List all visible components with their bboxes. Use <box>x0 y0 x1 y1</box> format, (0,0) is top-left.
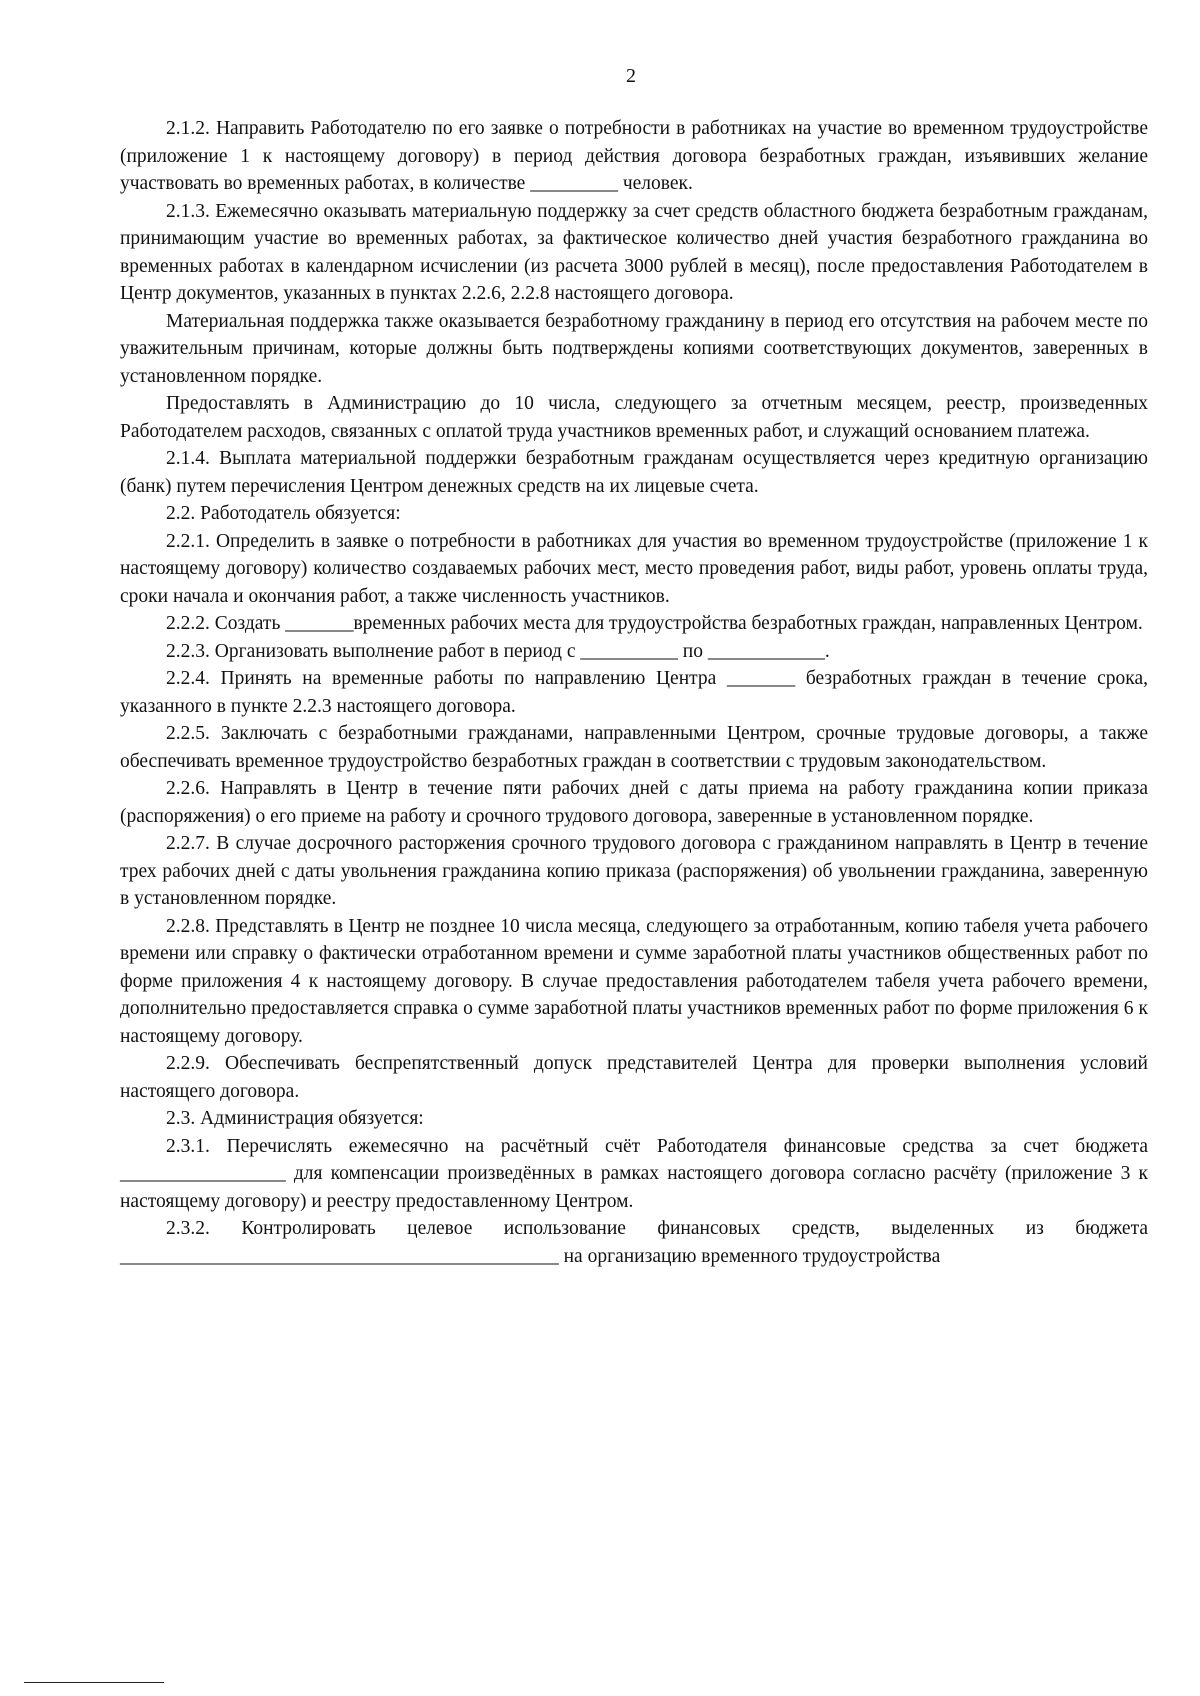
paragraph-2-2-7: 2.2.7. В случае досрочного расторжения срочного трудового договора с гражданином направлять в Центр в течение трех рабочих дней с даты увольнения гражданина копию приказа (распоряжения) об увольнении гражданина, заверенную в установленном порядке. <box>120 833 1148 909</box>
paragraph-2-3-2: 2.3.2. Контролировать целевое использование финансовых средств, выделенных из бюджета _____________________________________________ на организацию временного трудоустройства <box>120 1218 1148 1267</box>
paragraph-2-2-2: 2.2.2. Создать _______временных рабочих места для трудоустройства безработных граждан, направленных Центром. <box>166 613 1143 634</box>
paragraph-2-1-4: 2.1.4. Выплата материальной поддержки безработным гражданам осуществляется через кредитную организацию (банк) путем перечисления Центром денежных средств на их лицевые счета. <box>120 448 1148 497</box>
paragraph-2-2-6: 2.2.6. Направлять в Центр в течение пяти рабочих дней с даты приема на работу гражданина копии приказа (распоряжения) о его приеме на работу и срочного трудового договора, заверенные в установленном порядке. <box>120 778 1148 827</box>
paragraph-2-2-3: 2.2.3. Организовать выполнение работ в период с __________ по ____________. <box>166 640 830 662</box>
paragraph-2-1-3: 2.1.3. Ежемесячно оказывать материальную поддержку за счет средств областного бюджета безработным гражданам, принимающим участие во временных работах, за фактическое количество дней участия безработного гражданина во временных работах в календарном исчислении (из расчета 3000 рублей в месяц), после предоставления Работодателем в Центр документов, указанных в пунктах 2.2.6, 2.2.8 настоящего договора. <box>120 200 1148 304</box>
section-heading-2-2: 2.2. Работодатель обязуется: <box>166 503 401 524</box>
document-body <box>120 115 1148 1270</box>
paragraph-2-3-1: 2.3.1. Перечислять ежемесячно на расчётный счёт Работодателя финансовые средства за счет бюджета _________________ для компенсации произведённых в рамках настоящего договора согласно расчёту (приложение 3 к настоящему договору) и реестру предоставленному Центром. <box>120 1135 1148 1212</box>
paragraph-2-2-5: 2.2.5. Заключать с безработными гражданами, направленными Центром, срочные трудовые договоры, а также обеспечивать временное трудоустройство безработных граждан в соответствии с трудовым законодательством. <box>120 723 1148 772</box>
paragraph-2-1-2: 2.1.2. Направить Работодателю по его заявке о потребности в работниках на участие во временном трудоустройстве (приложение 1 к настоящему договору) в период действия договора безработных граждан, изъявивших желание участвовать во временных работах, в количестве _________ человек. <box>120 118 1148 194</box>
paragraph-material-support: Материальная поддержка также оказывается безработному гражданину в период его отсутствия на рабочем месте по уважительным причинам, которые должны быть подтверждены копиями соответствующих документов, заверенных в установленном порядке. <box>120 310 1148 387</box>
paragraph-2-2-4: 2.2.4. Принять на временные работы по направлению Центра _______ безработных граждан в течение срока, указанного в пункте 2.2.3 настоящего договора. <box>120 668 1148 717</box>
page-number: 2 <box>626 65 636 87</box>
paragraph-2-2-8: 2.2.8. Представлять в Центр не позднее 10 числа месяца, следующего за отработанным, копию табеля учета рабочего времени или справку о фактически отработанном времени и сумме заработной платы участников общественных работ по форме приложения 4 к настоящему договору. В случае предоставления работодателем табеля учета рабочего времени, дополнительно предоставляется справка о сумме заработной платы участников временных работ по форме приложения 6 к настоящему договору. <box>120 915 1148 1047</box>
paragraph-2-2-1: 2.2.1. Определить в заявке о потребности в работниках для участия во временном трудоустройстве (приложение 1 к настоящему договору) количество создаваемых рабочих мест, место проведения работ, виды работ, уровень оплаты труда, сроки начала и окончания работ, а также численность участников. <box>120 530 1148 607</box>
paragraph-registry: Предоставлять в Администрацию до 10 числа, следующего за отчетным месяцем, реестр, произведенных Работодателем расходов, связанных с оплатой труда участников временных работ, и служащий основанием платежа. <box>120 393 1148 442</box>
section-heading-2-3: 2.3. Администрация обязуется: <box>166 1108 424 1129</box>
footnote-separator-line <box>24 1682 164 1683</box>
paragraph-2-2-9: 2.2.9. Обеспечивать беспрепятственный допуск представителей Центра для проверки выполнения условий настоящего договора. <box>120 1053 1148 1102</box>
